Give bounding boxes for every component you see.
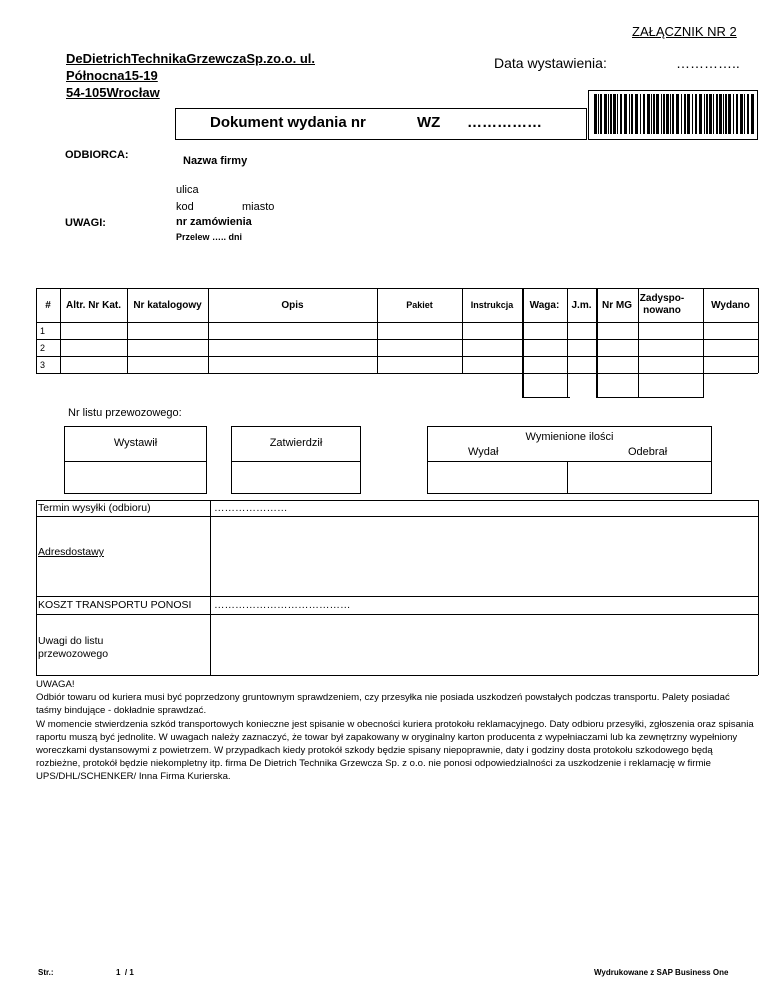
recipient-firm: Nazwa firmy [183, 155, 248, 167]
col-header-issued: Wydano [711, 299, 750, 311]
shipping-term-label: Termin wysyłki (odbioru) [38, 502, 151, 514]
changed-quantity-label: Wymienione ilości [525, 431, 614, 443]
barcode-image [588, 90, 758, 140]
waybill-label: Nr listu przewozowego: [68, 407, 182, 419]
received-label: Odebrał [628, 446, 668, 458]
table-row-number: 1 [40, 326, 46, 336]
transport-cost-label: KOSZT TRANSPORTU PONOSI [38, 599, 192, 611]
delivery-address-label: Adresdostawy [38, 546, 104, 558]
recipient-order: nr zamówienia [176, 216, 252, 228]
approved-by-box [231, 426, 361, 494]
col-header-index: # [45, 299, 51, 311]
company-line-2: Północna15-19 [66, 68, 158, 83]
company-line-3: 54-105Wrocław [66, 85, 160, 100]
document-title: Dokument wydania nr [210, 114, 366, 131]
waybill-notes-label-1: Uwagi do listu [38, 635, 104, 647]
issued-by-label: Wystawił [113, 437, 158, 449]
col-header-unit: J.m. [571, 299, 592, 311]
col-header-weight: Waga: [529, 299, 560, 311]
remarks-label: UWAGI: [65, 217, 106, 229]
notice-paragraph-1: Odbiór towaru od kuriera musi być poprzedzony gruntownym sprawdzeniem, czy przesyłka nie posiada uszkodzeń powstałych podczas transportu. Palety posiadać taśmy bindujące - dokładnie sprawdzać. [36, 692, 730, 717]
document-number: …………… [467, 114, 542, 131]
issue-date-label: Data wystawienia: [494, 55, 607, 71]
col-header-cat-no: Nr katalogowy [133, 299, 202, 311]
notice-paragraph-2: W momencie stwierdzenia szkód transportowych konieczne jest spisanie w obecności kuriera protokołu reklamacyjnego. Daty odbioru przesyłki, zgłoszenia oraz spisania raportu muszą być jednolite. W uwagach należy zaznaczyć, że towar był zapakowany w oryginalny karton producenta z wypełniaczami lub ka zewnętrzny wypełniony woreczkami dystansowymi z powietrzem. W przypadkach kiedy protokół szkody będzie spisany niepoprawnie, daty i godziny dosta protokołu szkodowego będą rozbieżne, protokół będzie niekompletny itp. firma De Dietrich Technika Grzewcza Sp. z o.o. nie ponosi odpowiedzialności za uszkodzenie i reklamację w firmie UPS/DHL/SCHENKER/ Inna Firma Kurierska. [36, 718, 754, 783]
issued-by-box [64, 426, 207, 494]
company-address [66, 50, 315, 101]
document-type: WZ [417, 114, 441, 131]
issue-date-value: ………….. [676, 55, 740, 71]
recipient-label: ODBIORCA: [65, 149, 129, 161]
quantity-change-box [427, 426, 712, 494]
notice-heading: UWAGA! [36, 679, 75, 690]
printed-from-label: Wydrukowane z SAP Business One [594, 968, 729, 977]
recipient-postcode: kod [176, 201, 194, 213]
col-header-warehouse: Nr MG [602, 299, 632, 311]
page-label: Str.: [38, 968, 54, 977]
approved-by-label: Zatwierdził [269, 437, 323, 449]
page-number: 1 / 1 [116, 968, 134, 977]
table-row-number: 2 [40, 343, 46, 353]
notice-text [36, 678, 756, 784]
waybill-notes-label [38, 635, 108, 661]
col-header-dispatched: Zadyspo-nowano [639, 293, 685, 316]
col-header-description: Opis [281, 299, 304, 311]
transport-cost-value: ………………………………… [214, 599, 351, 611]
released-label: Wydał [468, 446, 499, 458]
col-header-instruction: Instrukcja [470, 300, 514, 310]
shipping-term-value: ………………… [214, 502, 288, 514]
col-header-alt-cat-no: Altr. Nr Kat. [65, 299, 121, 311]
recipient-payment: Przelew ….. dni [176, 232, 243, 242]
waybill-notes-label-2: przewozowego [38, 648, 109, 660]
recipient-city: miasto [242, 201, 275, 213]
company-line-1: DeDietrichTechnikaGrzewczaSp.zo.o. ul. [66, 51, 315, 66]
attachment-label: ZAŁĄCZNIK NR 2 [632, 24, 737, 39]
table-row-number: 3 [40, 360, 46, 370]
col-header-package: Pakiet [406, 300, 433, 310]
recipient-street: ulica [176, 184, 199, 196]
